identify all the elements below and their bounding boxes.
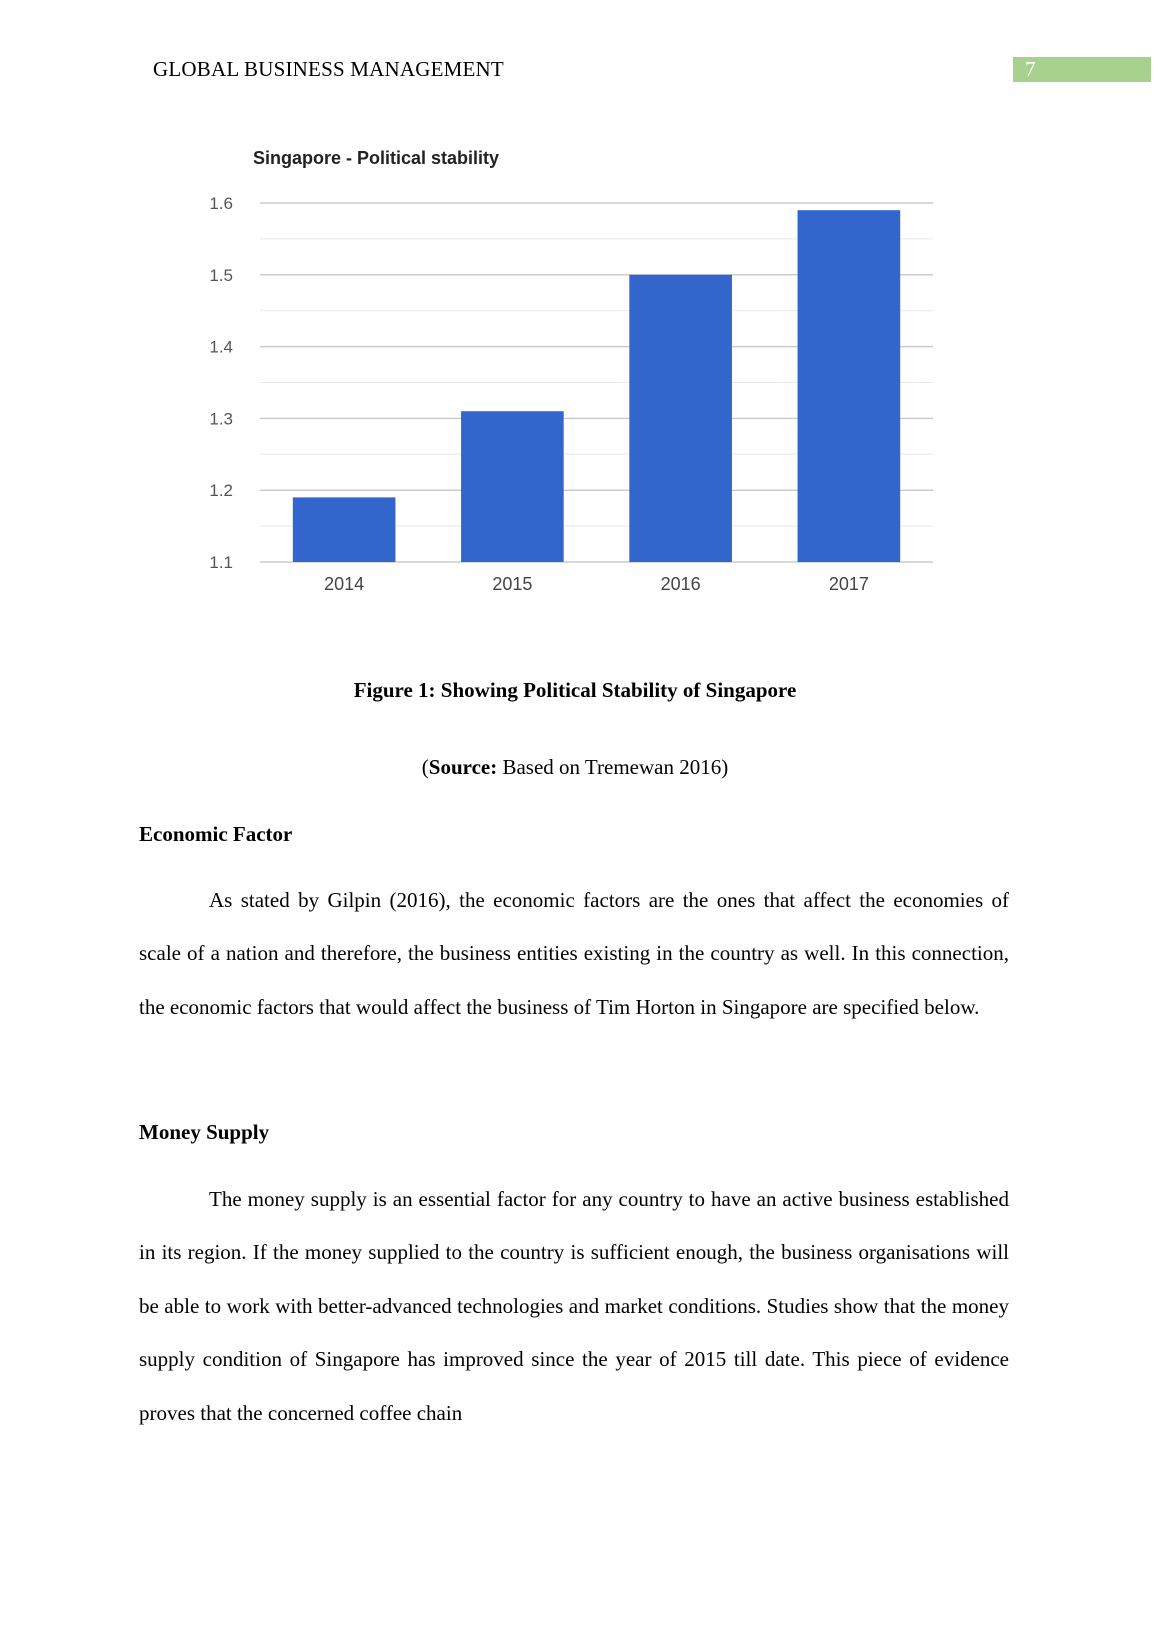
figure-caption: Figure 1: Showing Political Stability of Singapore [353, 678, 797, 702]
paragraph-economic-text: As stated by Gilpin (2016), the economic factors are the ones that affect the economies of scale of a nation and therefore, the business entities existing in the country as well. In this connection, the economic factors that would affect the business of Tim Horton in Singapore are specified below. [139, 888, 1009, 1019]
y-tick-label: 1.1 [209, 553, 233, 572]
source-text: Based on Tremewan 2016) [502, 755, 729, 779]
x-tick-label-2014: 2014 [324, 574, 365, 594]
x-tick-label-2016: 2016 [660, 574, 701, 594]
bar-2017 [798, 210, 901, 562]
x-tick-label-2017: 2017 [828, 574, 869, 594]
x-tick-label-2015: 2015 [492, 574, 533, 594]
y-tick-label: 1.3 [209, 409, 233, 429]
heading-economic-factor: Economic Factor [139, 822, 293, 846]
running-header-title: GLOBAL BUSINESS MANAGEMENT [153, 57, 504, 81]
chart-title: Singapore - Political stability [253, 148, 500, 168]
y-tick-label: 1.4 [209, 337, 233, 357]
source-label: Source: [428, 755, 498, 779]
figure-source [0, 755, 1150, 780]
paragraph-money-supply [139, 1173, 1009, 1440]
page-number-badge [1013, 57, 1151, 82]
y-tick-label: 1.6 [209, 194, 233, 213]
paragraph-economic-factor [139, 874, 1009, 1034]
bar-2014 [293, 497, 396, 562]
chart-x-tick-labels [324, 574, 869, 594]
paragraph-money-text: The money supply is an essential factor for any country to have an active business established in its region. If the money supplied to the country is sufficient enough, the business organisations will be able to work with better-advanced technologies and market conditions. Studies show that the money supply condition of Singapore has improved since the year of 2015 till date. This piece of evidence proves that the concerned coffee chain [139, 1187, 1009, 1425]
chart-bars [293, 210, 900, 562]
chart-y-tick-labels [209, 194, 233, 572]
source-open-paren: ( [421, 755, 429, 779]
heading-money-supply: Money Supply [139, 1120, 270, 1144]
bar-2015 [461, 411, 564, 562]
political-stability-chart [200, 140, 940, 600]
bar-2016 [629, 275, 732, 562]
y-tick-label: 1.5 [209, 265, 233, 285]
page-number: 7 [1025, 57, 1036, 81]
y-tick-label: 1.2 [209, 481, 233, 501]
